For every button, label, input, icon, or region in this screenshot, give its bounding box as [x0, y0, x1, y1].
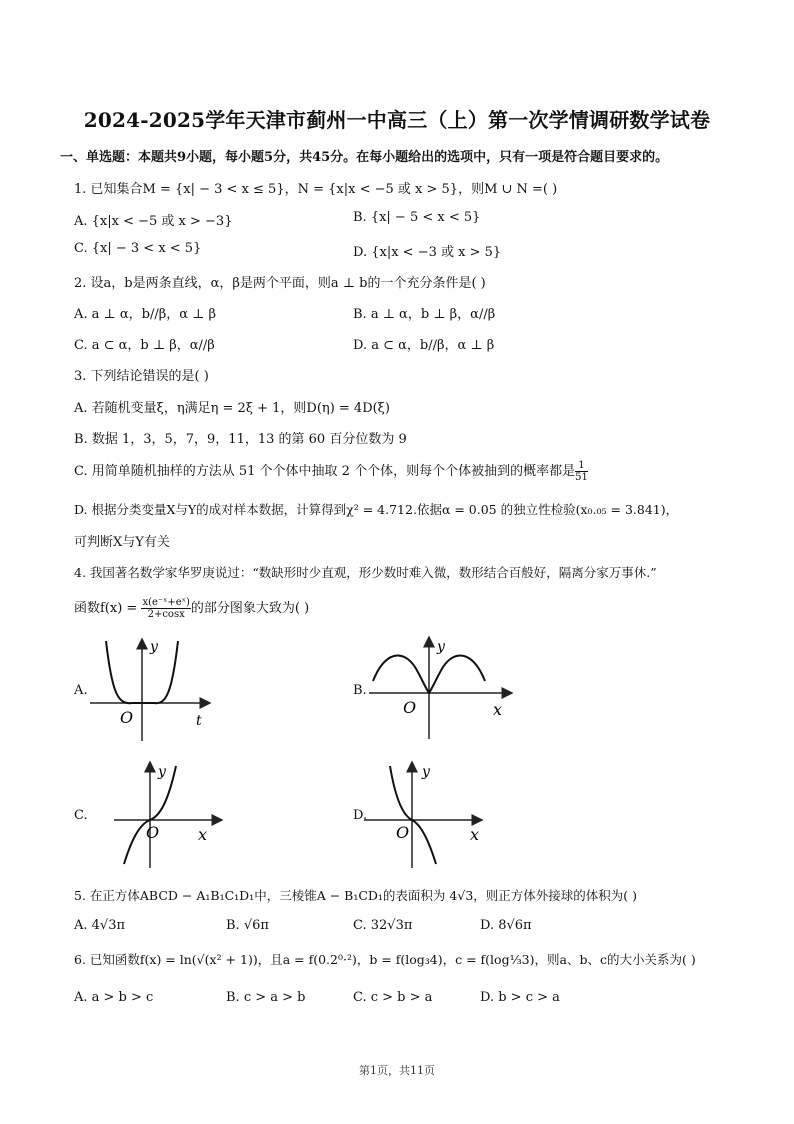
q4-graph-c[interactable] [110, 758, 230, 870]
section-heading: 一、单选题：本题共9小题，每小题5分，共45分。在每小题给出的选项中，只有一项是符合题目要求的。 [60, 150, 669, 165]
q5-option-b[interactable]: B. √6π [226, 918, 269, 933]
page-footer: 第1页，共11页 [359, 1064, 435, 1077]
q1-option-b[interactable]: B. {x| − 5 < x < 5} [353, 210, 481, 225]
q4-option-c-label[interactable]: C. [74, 808, 88, 823]
q1-stem: 1. 已知集合M = {x| − 3 < x ≤ 5}，N = {x|x < −5 或 x > 5}，则M ∪ N =( ) [74, 182, 558, 197]
q2-option-d[interactable]: D. a ⊂ α，b//β，α ⊥ β [353, 338, 495, 353]
q2-stem: 2. 设a，b是两条直线，α，β是两个平面，则a ⊥ b的一个充分条件是( ) [74, 276, 486, 291]
q5-stem: 5. 在正方体ABCD − A₁B₁C₁D₁中，三棱锥A − B₁CD₁的表面积为 4√3，则正方体外接球的体积为( ) [74, 888, 638, 903]
q4-graph-b[interactable] [367, 633, 517, 743]
curve [390, 766, 436, 864]
page-title: 2024-2025学年天津市蓟州一中高三（上）第一次学情调研数学试卷 [83, 108, 711, 132]
x-label: x [198, 825, 208, 844]
q1-option-c[interactable]: C. {x| − 3 < x < 5} [74, 241, 202, 256]
q2-option-b[interactable]: B. a ⊥ α，b ⊥ β，α//β [353, 307, 496, 322]
q6-option-b[interactable]: B. c > a > b [226, 990, 306, 1005]
q5-option-c[interactable]: C. 32√3π [353, 918, 413, 933]
origin-label: O [396, 823, 410, 842]
origin-label: O [120, 708, 134, 727]
q6-option-a[interactable]: A. a > b > c [74, 990, 154, 1005]
q3-option-c[interactable] [74, 460, 588, 483]
q6-option-d[interactable]: D. b > c > a [480, 990, 560, 1005]
q3-option-c-text: C. 用简单随机抽样的方法从 51 个个体中抽取 2 个个体，则每个个体被抽到的概率都是 [74, 464, 576, 479]
q3-option-a[interactable]: A. 若随机变量ξ，η满足η = 2ξ + 1，则D(η) = 4D(ξ) [74, 401, 390, 416]
q4-option-d-label[interactable]: D. [353, 808, 368, 823]
q4-func-fraction [141, 597, 190, 620]
q3-option-b[interactable]: B. 数据 1，3，5，7，9，11，13 的第 60 百分位数为 9 [74, 432, 407, 447]
q1-option-d[interactable]: D. {x|x < −3 或 x > 5} [353, 245, 502, 260]
q4-graph-a[interactable] [88, 633, 218, 743]
origin-label: O [146, 823, 160, 842]
q3-option-d-line1[interactable]: D. 根据分类变量X与Y的成对样本数据，计算得到χ² = 4.712.依据α = 0.05 的独立性检验(x₀.₀₅ = 3.841)， [74, 502, 679, 517]
q4-func-prefix: 函数f(x) = [74, 601, 138, 616]
x-label: x [493, 700, 503, 719]
q4-option-b-label[interactable]: B. [353, 683, 367, 698]
q6-stem: 6. 已知函数f(x) = ln(√(x² + 1))，且a = f(0.2⁰·²)，b = f(log₃4)，c = f(log⅓3)，则a、b、c的大小关系为( ) [74, 952, 696, 967]
q1-option-a[interactable]: A. {x|x < −5 或 x > −3} [74, 214, 233, 229]
q4-stem: 4. 我国著名数学家华罗庚说过：“数缺形时少直观，形少数时难入微，数形结合百般好，隔离分家万事休.” [74, 565, 657, 580]
func-denominator: 2+cosx [147, 609, 185, 620]
q3-option-c-fraction [575, 460, 588, 483]
q4-graph-d[interactable] [360, 758, 490, 870]
q4-option-a-label[interactable]: A. [74, 683, 88, 698]
q5-option-d[interactable]: D. 8√6π [480, 918, 532, 933]
q4-function [74, 597, 309, 620]
origin-label: O [403, 698, 417, 717]
y-label: y [437, 639, 445, 655]
q4-func-suffix: 的部分图象大致为( ) [190, 601, 310, 616]
t-label: t [196, 713, 202, 729]
y-label: y [158, 764, 166, 780]
q3-option-d-line2: 可判断X与Y有关 [74, 535, 170, 550]
y-label: y [150, 639, 158, 655]
x-label: x [470, 825, 480, 844]
y-label: y [422, 764, 430, 780]
func-numerator: x(e⁻ˣ+eˣ) [142, 597, 190, 608]
q5-option-a[interactable]: A. 4√3π [74, 918, 126, 933]
fraction-denominator: 51 [575, 472, 588, 483]
q2-option-c[interactable]: C. a ⊂ α，b ⊥ β，α//β [74, 338, 215, 353]
fraction-numerator: 1 [575, 460, 588, 472]
q2-option-a[interactable]: A. a ⊥ α，b//β，α ⊥ β [74, 307, 217, 322]
q6-option-c[interactable]: C. c > b > a [353, 990, 433, 1005]
q3-stem: 3. 下列结论错误的是( ) [74, 369, 209, 384]
